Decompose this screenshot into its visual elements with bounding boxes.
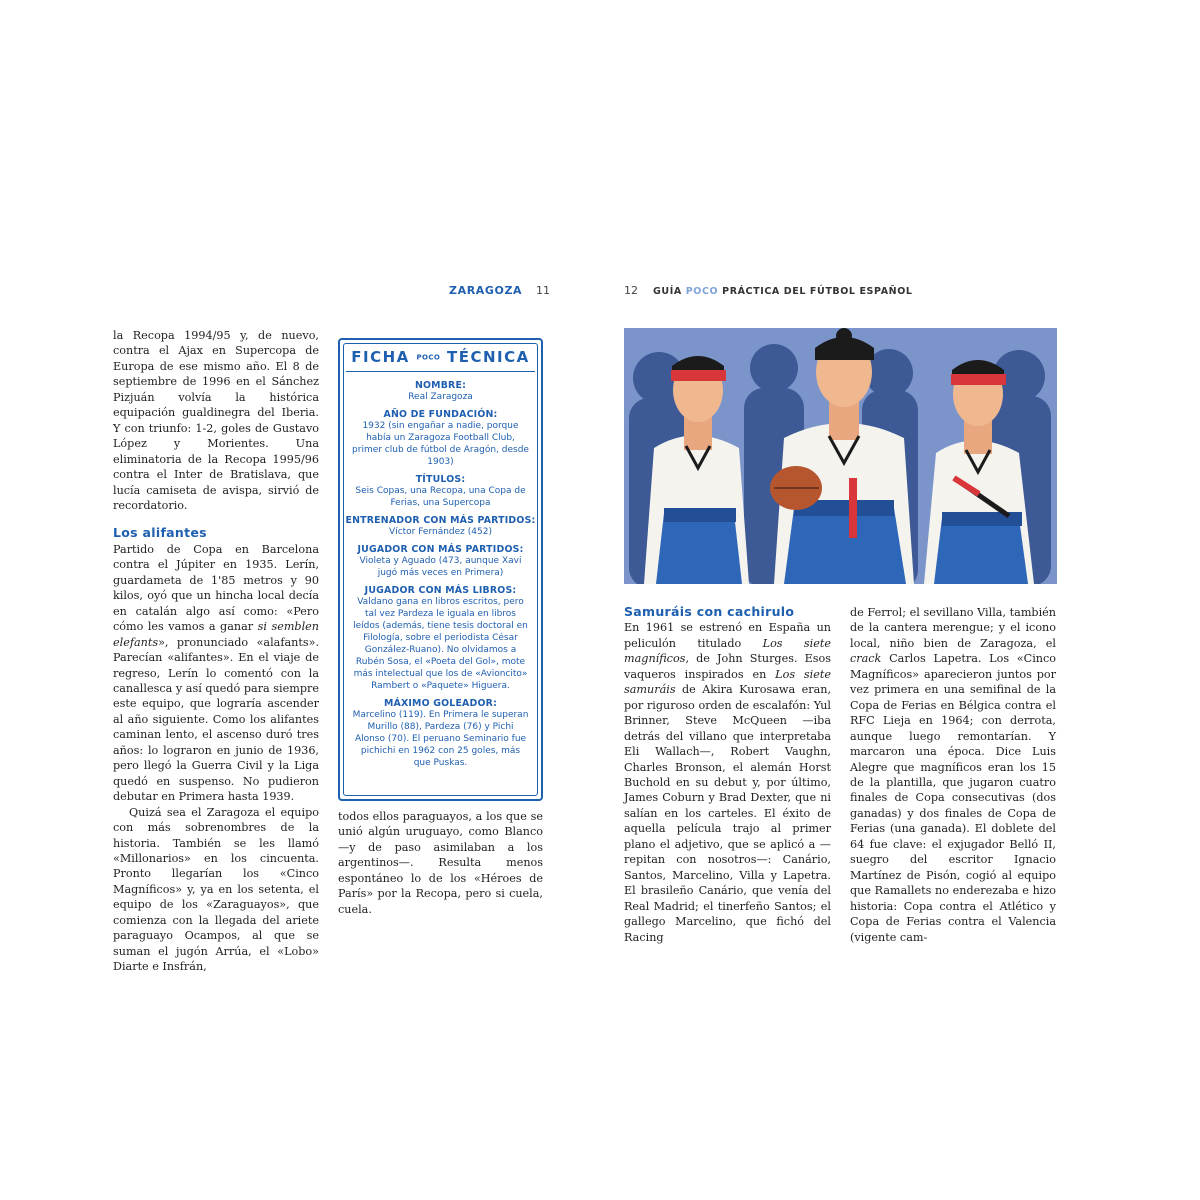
- ficha-label: JUGADOR CON MÁS PARTIDOS:: [357, 544, 524, 555]
- text-run: de Ferrol; el sevillano Villa, también de la cantera merengue; y el icono local, niño bien de Zaragoza, el: [850, 606, 1056, 650]
- paragraph: Quizá sea el Zaragoza el equipo con más sobrenombres de la historia. También se les llamó «Millonarios» en los cincuenta. Pronto llegarían los «Cinco Magníficos» y, ya en los setenta, el equipo de los «Zaraguayos», que comienza con la llegada del ariete paraguayo Ocampos, al que se suman el jugón Arrúa, el «Lobo» Diarte e Insfrán,: [113, 805, 319, 974]
- page-number: 11: [536, 284, 550, 297]
- section-heading: Samuráis con cachirulo: [624, 604, 795, 619]
- text-run: , de John Sturges. Esos vaqueros inspirados en: [624, 652, 831, 681]
- text-run: Partido de Copa en Barcelona contra el Júpiter en 1935. Lerín, guardameta de 1'85 metros y 90 kilos, oyó que un hincha local decía en catalán algo así como: «Pero cómo les vamos a ganar: [113, 542, 319, 634]
- text-run: de Akira Kurosawa eran, por riguroso orden de escalafón: Yul Brinner, Steve McQueen —iba detrás del villano que interpretaba Eli Wallach—, Robert Vaughn, Charles Bronson, el alemán Horst Buchold en su debut y, por último, James Coburn y Brad Dexter, que ni salían en los carteles. El éxito de aquella película trajo al primer plano el adjetivo, que se aplicó a —repitan con nosotros—: Canário, Santos, Marcelino, Villa y Lapetra. El brasileño Canário, que venía del Real Madrid; el tinerfeño Santos; el gallego Marcelino, que fichó del Racing: [624, 683, 831, 944]
- ficha-tecnica-box: [338, 338, 543, 801]
- samurai-illustration: [624, 328, 1057, 584]
- text-italic: Los siete magníficos: [624, 636, 831, 666]
- right-column-2: [850, 605, 1056, 945]
- running-head-title: ZARAGOZA: [449, 284, 523, 297]
- paragraph: todos ellos paraguayos, a los que se unió algún uruguayo, como Blanco —y de paso asimilaban a los argentinos—. Resulta menos espontáneo lo de los «Héroes de París» por la Recopa, pero si cuela, cuela.: [338, 810, 543, 916]
- ficha-title-small: POCO: [416, 353, 441, 362]
- ficha-value: 1932 (sin engañar a nadie, porque había un Zaragoza Football Club, primer club de fútbol de Aragón, desde 1903): [352, 421, 529, 467]
- ficha-title-left: FICHA: [351, 348, 410, 366]
- paragraph: [113, 542, 319, 805]
- ficha-label: JUGADOR CON MÁS LIBROS:: [364, 585, 517, 596]
- paragraph: [850, 605, 1056, 945]
- section-heading: Los alifantes: [113, 525, 207, 541]
- text-italic: Los siete samuráis: [624, 667, 831, 697]
- text-run: », pronunciado «alafants». Parecían «alifantes». En el viaje de regreso, Lerín lo comentó con la canallesca y así quedó para siempre este equipo, que lograría ascender al año siguiente. Como los alifantes caminan lento, el ascenso duró tres años: lo lograron en junio de 1936, pero llegó la Guerra Civil y la Liga quedó en suspenso. No pudieron debutar en Primera hasta 1939.: [113, 635, 319, 804]
- running-head-part: GUÍA: [653, 286, 686, 297]
- ficha-label: AÑO DE FUNDACIÓN:: [383, 409, 498, 420]
- ficha-title-right: TÉCNICA: [447, 348, 530, 366]
- running-head-part: PRÁCTICA DEL FÚTBOL ESPAÑOL: [718, 286, 913, 297]
- ficha-value: Real Zaragoza: [408, 392, 473, 402]
- samurai-image: [624, 328, 1057, 584]
- ficha-label: NOMBRE:: [414, 380, 467, 391]
- ficha-label: TÍTULOS:: [415, 474, 466, 485]
- text-run: Carlos Lapetra. Los «Cinco Magníficos» aparecieron juntos por vez primera en una semifinal de la Copa de Ferias en Bélgica contra el RFC Lieja en 1964; con derrota, aunque luego remontarían. Y marcaron una época. Dice Luis Alegre que magníficos eran los 15 de la plantilla, que jugaron cuatro finales de Copa consecutivas (dos ganadas) y dos finales de Copa de Ferias (una ganada). El doblete del 64 fue clave: el exjugador Belló II, suegro del escritor Ignacio Martínez de Pisón, cogió al equipo que Ramallets no enderezaba e hizo historia: Copa contra el Atlético y Copa de Ferias contra el Valencia (vigente cam-: [850, 652, 1056, 944]
- ficha-label: MÁXIMO GOLEADOR:: [383, 698, 498, 709]
- running-head-right: [653, 284, 913, 297]
- ficha-body: [340, 372, 541, 769]
- left-column-1: [113, 328, 319, 975]
- text-run: En 1961 se estrenó en España un peliculón titulado: [624, 621, 831, 650]
- right-column-1: [624, 604, 831, 945]
- paragraph: la Recopa 1994/95 y, de nuevo, contra el Ajax en Supercopa de Europa de ese mismo año. El 8 de septiembre de 1996 en el Sánchez Pizjuán volvía la histórica equipación gualdinegra del Iberia. Y con triunfo: 1-2, goles de Gustavo López y Morientes. Una eliminatoria de la Recopa 1995/96 contra el Inter de Bratislava, que lucía camiseta de avispa, sirvió de recordatorio.: [113, 329, 319, 512]
- running-head-left: [449, 284, 522, 297]
- page-number: 12: [624, 284, 638, 297]
- ficha-value: Valdano gana en libros escritos, pero tal vez Pardeza le iguala en libros leídos (además, tiene tesis doctoral en Filología, sobre el periodista César González-Ruano). No olvidamos a Rubén Sosa, el «Poeta del Gol», mote más intelectual que los de «Avioncito» Rambert o «Paquete» Higuera.: [353, 597, 528, 691]
- page-number-left: [536, 284, 550, 297]
- paragraph: [624, 620, 831, 945]
- left-column-2: [338, 809, 543, 917]
- ficha-title: [346, 348, 535, 372]
- ficha-label: ENTRENADOR CON MÁS PARTIDOS:: [345, 515, 536, 526]
- ficha-value: Seis Copas, una Recopa, una Copa de Ferias, una Supercopa: [355, 486, 526, 508]
- ficha-value: Violeta y Aguado (473, aunque Xavi jugó más veces en Primera): [359, 556, 522, 578]
- text-italic: si semblen elefants: [113, 620, 319, 649]
- ficha-value: Víctor Fernández (452): [389, 527, 492, 537]
- running-head-accent: POCO: [685, 286, 719, 297]
- text-italic: crack: [850, 652, 882, 666]
- page-number-right: [624, 284, 638, 297]
- ficha-value: Marcelino (119). En Primera le superan Murillo (88), Pardeza (76) y Pichi Alonso (70). El peruano Seminario fue pichichi en 1962 con 25 goles, más que Puskas.: [352, 710, 529, 768]
